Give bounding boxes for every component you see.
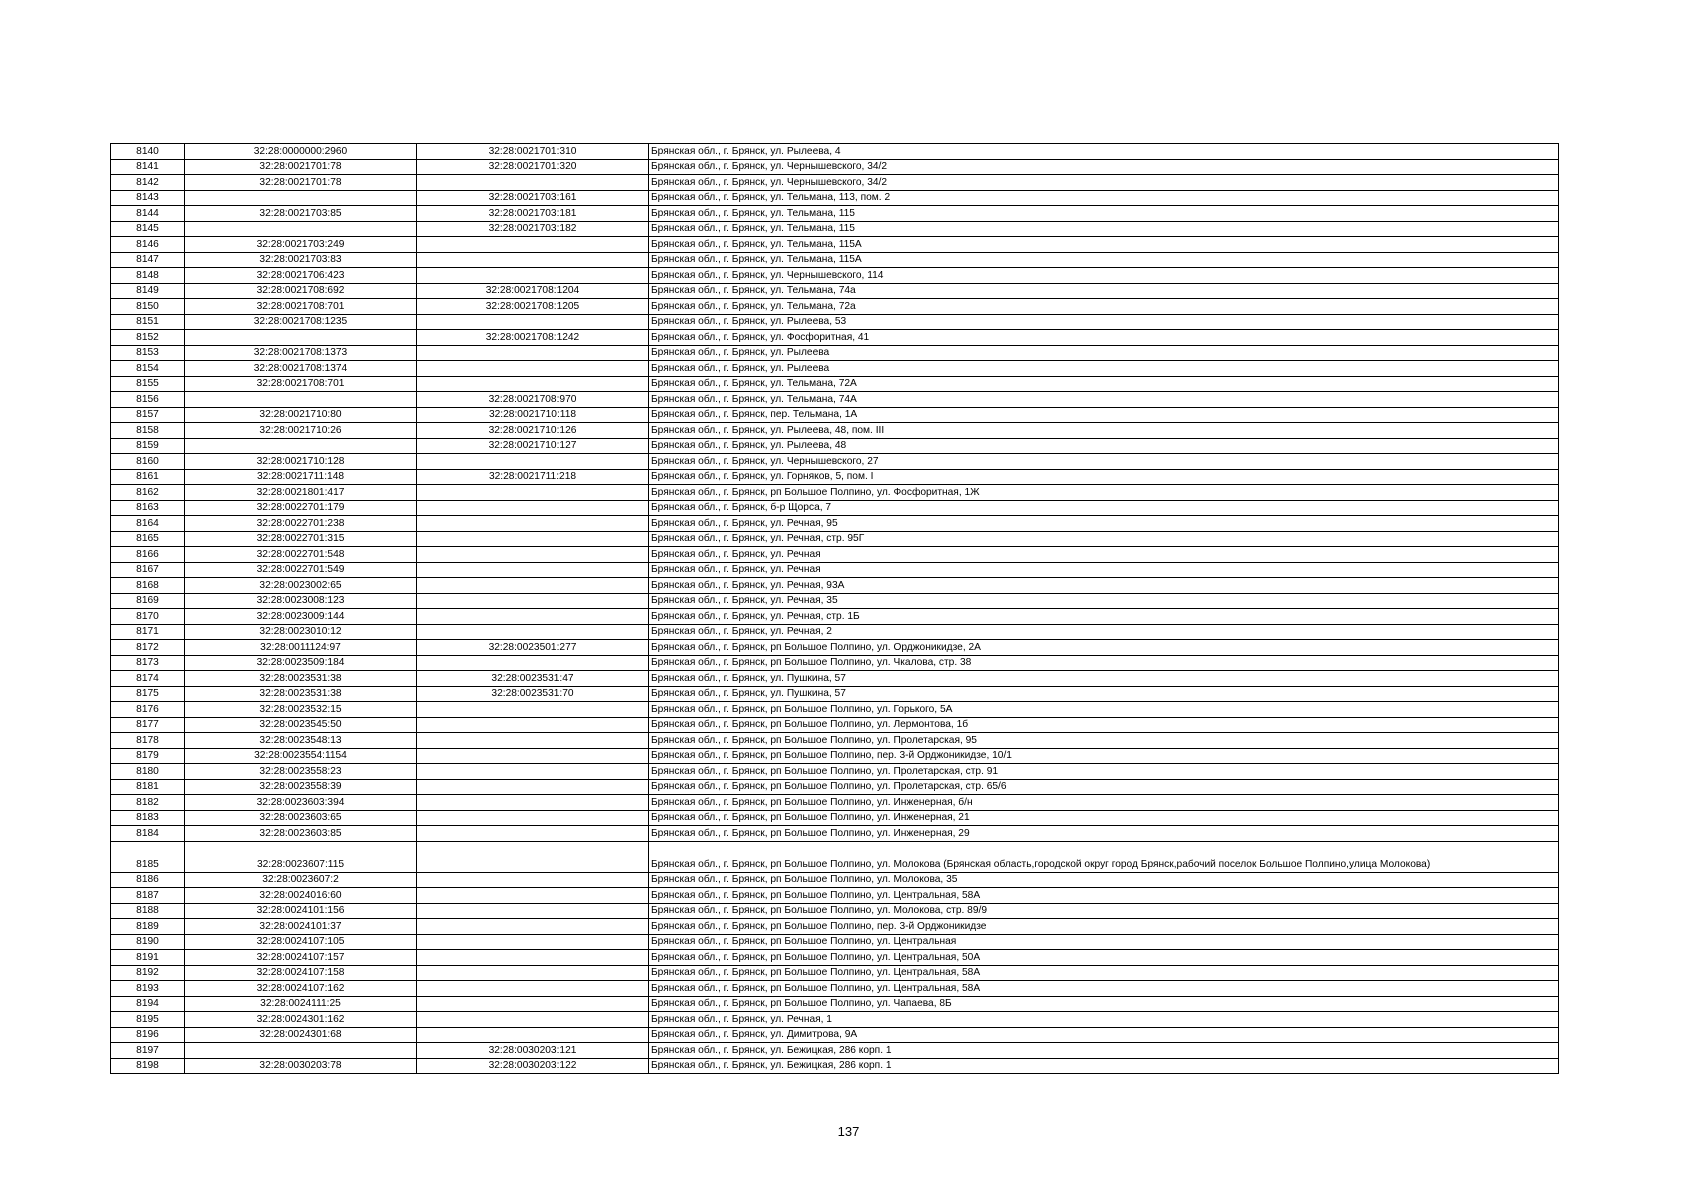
cadastral-number-cell: [185, 1043, 417, 1059]
row-number-cell: 8198: [111, 1058, 185, 1074]
address-cell: Брянская обл., г. Брянск, ул. Рылеева: [649, 361, 1559, 377]
related-cadastral-number-cell: 32:28:0023501:277: [417, 640, 649, 656]
related-cadastral-number-cell: 32:28:0021710:118: [417, 407, 649, 423]
page-number: 137: [837, 1124, 860, 1139]
related-cadastral-number-cell: 32:28:0021701:320: [417, 159, 649, 175]
table-row: [111, 903, 1559, 919]
table-row: [111, 407, 1559, 423]
table-row: [111, 764, 1559, 780]
related-cadastral-number-cell: [417, 748, 649, 764]
table-row: [111, 469, 1559, 485]
address-cell: Брянская обл., г. Брянск, рп Большое Полпино, ул. Лермонтова, 1б: [649, 717, 1559, 733]
table-row: [111, 392, 1559, 408]
related-cadastral-number-cell: [417, 733, 649, 749]
address-cell: Брянская обл., г. Брянск, ул. Тельмана, 72а: [649, 299, 1559, 315]
related-cadastral-number-cell: 32:28:0030203:121: [417, 1043, 649, 1059]
table-row: [111, 531, 1559, 547]
cadastral-number-cell: 32:28:0011124:97: [185, 640, 417, 656]
row-number-cell: 8164: [111, 516, 185, 532]
address-cell: Брянская обл., г. Брянск, ул. Чернышевского, 34/2: [649, 159, 1559, 175]
address-cell: Брянская обл., г. Брянск, рп Большое Полпино, пер. 3-й Орджоникидзе: [649, 919, 1559, 935]
related-cadastral-number-cell: [417, 361, 649, 377]
table-row: [111, 500, 1559, 516]
cadastral-number-cell: 32:28:0000000:2960: [185, 144, 417, 160]
row-number-cell: 8192: [111, 965, 185, 981]
address-cell: Брянская обл., г. Брянск, рп Большое Полпино, ул. Фосфоритная, 1Ж: [649, 485, 1559, 501]
table-row: [111, 965, 1559, 981]
cadastral-number-cell: 32:28:0022701:549: [185, 562, 417, 578]
cadastral-number-cell: 32:28:0021703:249: [185, 237, 417, 253]
related-cadastral-number-cell: [417, 872, 649, 888]
table-row: [111, 361, 1559, 377]
row-number-cell: 8174: [111, 671, 185, 687]
address-cell: Брянская обл., г. Брянск, ул. Тельмана, 115А: [649, 237, 1559, 253]
address-cell: Брянская обл., г. Брянск, рп Большое Полпино, ул. Пролетарская, 95: [649, 733, 1559, 749]
row-number-cell: 8155: [111, 376, 185, 392]
related-cadastral-number-cell: [417, 175, 649, 191]
cadastral-number-cell: 32:28:0024107:162: [185, 981, 417, 997]
address-cell: Брянская обл., г. Брянск, рп Большое Полпино, ул. Центральная, 58А: [649, 888, 1559, 904]
address-cell: Брянская обл., г. Брянск, ул. Рылеева, 48, пом. III: [649, 423, 1559, 439]
cadastral-number-cell: 32:28:0023558:39: [185, 779, 417, 795]
address-cell: Брянская обл., г. Брянск, ул. Речная, 1: [649, 1012, 1559, 1028]
row-number-cell: 8154: [111, 361, 185, 377]
cadastral-number-cell: 32:28:0023558:23: [185, 764, 417, 780]
related-cadastral-number-cell: [417, 996, 649, 1012]
table-row: [111, 748, 1559, 764]
cadastral-number-cell: 32:28:0021701:78: [185, 175, 417, 191]
row-number-cell: 8197: [111, 1043, 185, 1059]
table-row: [111, 671, 1559, 687]
address-cell: Брянская обл., г. Брянск, ул. Речная, стр. 1Б: [649, 609, 1559, 625]
table-row: [111, 330, 1559, 346]
address-cell: Брянская обл., г. Брянск, ул. Тельмана, 74А: [649, 392, 1559, 408]
related-cadastral-number-cell: [417, 702, 649, 718]
row-number-cell: 8194: [111, 996, 185, 1012]
cadastral-number-cell: 32:28:0021710:26: [185, 423, 417, 439]
address-cell: Брянская обл., г. Брянск, ул. Тельмана, 72А: [649, 376, 1559, 392]
table-row: [111, 733, 1559, 749]
related-cadastral-number-cell: [417, 531, 649, 547]
cadastral-number-cell: 32:28:0021710:80: [185, 407, 417, 423]
row-number-cell: 8163: [111, 500, 185, 516]
related-cadastral-number-cell: [417, 237, 649, 253]
address-cell: Брянская обл., г. Брянск, рп Большое Полпино, ул. Инженерная, 21: [649, 810, 1559, 826]
cadastral-number-cell: 32:28:0021710:128: [185, 454, 417, 470]
row-number-cell: 8177: [111, 717, 185, 733]
related-cadastral-number-cell: 32:28:0021708:970: [417, 392, 649, 408]
related-cadastral-number-cell: [417, 934, 649, 950]
row-number-cell: 8172: [111, 640, 185, 656]
cadastral-number-cell: 32:28:0021708:701: [185, 299, 417, 315]
table-row: [111, 268, 1559, 284]
cadastral-number-cell: 32:28:0023548:13: [185, 733, 417, 749]
row-number-cell: 8146: [111, 237, 185, 253]
address-cell: Брянская обл., г. Брянск, рп Большое Полпино, ул. Пролетарская, стр. 65/6: [649, 779, 1559, 795]
cadastral-number-cell: 32:28:0021801:417: [185, 485, 417, 501]
table-row: [111, 485, 1559, 501]
row-number-cell: 8168: [111, 578, 185, 594]
address-cell: Брянская обл., г. Брянск, рп Большое Полпино, ул. Молокова, стр. 89/9: [649, 903, 1559, 919]
address-cell: Брянская обл., г. Брянск, ул. Речная, 2: [649, 624, 1559, 640]
related-cadastral-number-cell: 32:28:0021710:127: [417, 438, 649, 454]
table-row: [111, 795, 1559, 811]
row-number-cell: 8191: [111, 950, 185, 966]
cadastral-number-cell: 32:28:0021703:83: [185, 252, 417, 268]
cadastral-number-cell: 32:28:0023531:38: [185, 686, 417, 702]
table-row: [111, 454, 1559, 470]
related-cadastral-number-cell: [417, 717, 649, 733]
row-number-cell: 8184: [111, 826, 185, 842]
row-number-cell: 8162: [111, 485, 185, 501]
related-cadastral-number-cell: [417, 826, 649, 842]
address-cell: Брянская обл., г. Брянск, ул. Тельмана, 115: [649, 221, 1559, 237]
table-row: [111, 237, 1559, 253]
table-row: [111, 919, 1559, 935]
related-cadastral-number-cell: [417, 841, 649, 872]
row-number-cell: 8153: [111, 345, 185, 361]
address-cell: Брянская обл., г. Брянск, ул. Речная, 93А: [649, 578, 1559, 594]
cadastral-number-cell: [185, 330, 417, 346]
table-row: [111, 299, 1559, 315]
address-cell: Брянская обл., г. Брянск, рп Большое Полпино, ул. Центральная, 50А: [649, 950, 1559, 966]
row-number-cell: 8156: [111, 392, 185, 408]
row-number-cell: 8148: [111, 268, 185, 284]
row-number-cell: 8196: [111, 1027, 185, 1043]
table-row: [111, 314, 1559, 330]
row-number-cell: 8175: [111, 686, 185, 702]
table-row: [111, 981, 1559, 997]
address-cell: Брянская обл., г. Брянск, ул. Рылеева, 48: [649, 438, 1559, 454]
related-cadastral-number-cell: [417, 1027, 649, 1043]
cadastral-number-cell: 32:28:0021701:78: [185, 159, 417, 175]
cadastral-number-cell: 32:28:0023603:85: [185, 826, 417, 842]
table-row: [111, 1058, 1559, 1074]
address-cell: Брянская обл., г. Брянск, ул. Рылеева, 53: [649, 314, 1559, 330]
row-number-cell: 8165: [111, 531, 185, 547]
cadastral-number-cell: 32:28:0021711:148: [185, 469, 417, 485]
related-cadastral-number-cell: [417, 795, 649, 811]
related-cadastral-number-cell: [417, 593, 649, 609]
row-number-cell: 8181: [111, 779, 185, 795]
table-row: [111, 1027, 1559, 1043]
cadastral-number-cell: 32:28:0024301:68: [185, 1027, 417, 1043]
row-number-cell: 8161: [111, 469, 185, 485]
related-cadastral-number-cell: [417, 919, 649, 935]
address-cell: Брянская обл., г. Брянск, рп Большое Полпино, ул. Инженерная, б/н: [649, 795, 1559, 811]
table-row: [111, 624, 1559, 640]
cadastral-number-cell: 32:28:0022701:548: [185, 547, 417, 563]
related-cadastral-number-cell: [417, 965, 649, 981]
address-cell: Брянская обл., г. Брянск, рп Большое Полпино, ул. Пролетарская, стр. 91: [649, 764, 1559, 780]
related-cadastral-number-cell: [417, 624, 649, 640]
cadastral-number-cell: 32:28:0021708:1235: [185, 314, 417, 330]
cadastral-number-cell: 32:28:0023607:2: [185, 872, 417, 888]
row-number-cell: 8188: [111, 903, 185, 919]
table-row: [111, 144, 1559, 160]
address-cell: Брянская обл., г. Брянск, ул. Тельмана, 115А: [649, 252, 1559, 268]
cadastral-number-cell: 32:28:0024107:157: [185, 950, 417, 966]
related-cadastral-number-cell: 32:28:0021711:218: [417, 469, 649, 485]
table-row: [111, 516, 1559, 532]
related-cadastral-number-cell: [417, 547, 649, 563]
cadastral-number-cell: 32:28:0024301:162: [185, 1012, 417, 1028]
related-cadastral-number-cell: 32:28:0021708:1242: [417, 330, 649, 346]
table-row: [111, 810, 1559, 826]
table-row: [111, 190, 1559, 206]
related-cadastral-number-cell: [417, 810, 649, 826]
cadastral-number-cell: 32:28:0022701:238: [185, 516, 417, 532]
related-cadastral-number-cell: [417, 268, 649, 284]
row-number-cell: 8151: [111, 314, 185, 330]
address-cell: Брянская обл., г. Брянск, ул. Рылеева, 4: [649, 144, 1559, 160]
related-cadastral-number-cell: [417, 779, 649, 795]
table-row: [111, 826, 1559, 842]
address-cell: Брянская обл., г. Брянск, ул. Димитрова, 9А: [649, 1027, 1559, 1043]
related-cadastral-number-cell: [417, 981, 649, 997]
related-cadastral-number-cell: [417, 314, 649, 330]
row-number-cell: 8159: [111, 438, 185, 454]
table-row: [111, 175, 1559, 191]
cadastral-number-cell: 32:28:0023009:144: [185, 609, 417, 625]
related-cadastral-number-cell: 32:28:0021708:1205: [417, 299, 649, 315]
cadastral-number-cell: 32:28:0023008:123: [185, 593, 417, 609]
table-row: [111, 609, 1559, 625]
cadastral-number-cell: 32:28:0023532:15: [185, 702, 417, 718]
address-cell: Брянская обл., г. Брянск, ул. Речная, стр. 95Г: [649, 531, 1559, 547]
address-cell: Брянская обл., г. Брянск, ул. Рылеева: [649, 345, 1559, 361]
row-number-cell: 8145: [111, 221, 185, 237]
row-number-cell: 8179: [111, 748, 185, 764]
address-cell: Брянская обл., г. Брянск, рп Большое Полпино, ул. Центральная: [649, 934, 1559, 950]
cadastral-number-cell: 32:28:0021708:1374: [185, 361, 417, 377]
row-number-cell: 8142: [111, 175, 185, 191]
table-row: [111, 547, 1559, 563]
related-cadastral-number-cell: [417, 655, 649, 671]
related-cadastral-number-cell: [417, 345, 649, 361]
row-number-cell: 8157: [111, 407, 185, 423]
related-cadastral-number-cell: 32:28:0021703:182: [417, 221, 649, 237]
row-number-cell: 8169: [111, 593, 185, 609]
row-number-cell: 8170: [111, 609, 185, 625]
address-cell: Брянская обл., г. Брянск, рп Большое Полпино, ул. Молокова (Брянская область,городской округ город Брянск,рабочий поселок Большое Полпино,улица Молокова): [649, 841, 1559, 872]
cadastral-number-cell: 32:28:0021708:1373: [185, 345, 417, 361]
table-row: [111, 655, 1559, 671]
cadastral-number-cell: 32:28:0021708:701: [185, 376, 417, 392]
related-cadastral-number-cell: 32:28:0023531:47: [417, 671, 649, 687]
address-cell: Брянская обл., г. Брянск, ул. Чернышевского, 34/2: [649, 175, 1559, 191]
address-cell: Брянская обл., г. Брянск, рп Большое Полпино, ул. Чапаева, 8Б: [649, 996, 1559, 1012]
row-number-cell: 8193: [111, 981, 185, 997]
table-row: [111, 640, 1559, 656]
address-cell: Брянская обл., г. Брянск, рп Большое Полпино, ул. Орджоникидзе, 2А: [649, 640, 1559, 656]
related-cadastral-number-cell: 32:28:0021710:126: [417, 423, 649, 439]
related-cadastral-number-cell: [417, 454, 649, 470]
related-cadastral-number-cell: [417, 516, 649, 532]
address-cell: Брянская обл., г. Брянск, рп Большое Полпино, пер. 3-й Орджоникидзе, 10/1: [649, 748, 1559, 764]
row-number-cell: 8195: [111, 1012, 185, 1028]
table-row: [111, 996, 1559, 1012]
cadastral-number-cell: 32:28:0021706:423: [185, 268, 417, 284]
row-number-cell: 8147: [111, 252, 185, 268]
table-row: [111, 717, 1559, 733]
row-number-cell: 8173: [111, 655, 185, 671]
cadastral-number-cell: 32:28:0030203:78: [185, 1058, 417, 1074]
related-cadastral-number-cell: 32:28:0023531:70: [417, 686, 649, 702]
row-number-cell: 8167: [111, 562, 185, 578]
cadastral-number-cell: 32:28:0024016:60: [185, 888, 417, 904]
cadastral-number-cell: 32:28:0021708:692: [185, 283, 417, 299]
related-cadastral-number-cell: 32:28:0021701:310: [417, 144, 649, 160]
address-cell: Брянская обл., г. Брянск, ул. Чернышевского, 27: [649, 454, 1559, 470]
row-number-cell: 8182: [111, 795, 185, 811]
address-cell: Брянская обл., г. Брянск, рп Большое Полпино, ул. Центральная, 58А: [649, 965, 1559, 981]
table-row: [111, 283, 1559, 299]
cadastral-number-cell: 32:28:0024111:25: [185, 996, 417, 1012]
table-row: [111, 438, 1559, 454]
cadastral-number-cell: [185, 190, 417, 206]
related-cadastral-number-cell: [417, 485, 649, 501]
cadastral-number-cell: 32:28:0023002:65: [185, 578, 417, 594]
cadastral-number-cell: 32:28:0023010:12: [185, 624, 417, 640]
address-cell: Брянская обл., г. Брянск, рп Большое Полпино, ул. Горького, 5А: [649, 702, 1559, 718]
cadastral-table: [110, 143, 1559, 1074]
address-cell: Брянская обл., г. Брянск, ул. Фосфоритная, 41: [649, 330, 1559, 346]
address-cell: Брянская обл., г. Брянск, ул. Пушкина, 57: [649, 671, 1559, 687]
row-number-cell: 8166: [111, 547, 185, 563]
cadastral-number-cell: 32:28:0024107:105: [185, 934, 417, 950]
row-number-cell: 8150: [111, 299, 185, 315]
table-row: [111, 578, 1559, 594]
address-cell: Брянская обл., г. Брянск, ул. Тельмана, 74а: [649, 283, 1559, 299]
cadastral-number-cell: 32:28:0024101:156: [185, 903, 417, 919]
row-number-cell: 8178: [111, 733, 185, 749]
related-cadastral-number-cell: [417, 764, 649, 780]
related-cadastral-number-cell: 32:28:0021703:161: [417, 190, 649, 206]
address-cell: Брянская обл., г. Брянск, ул. Тельмана, 113, пом. 2: [649, 190, 1559, 206]
cadastral-number-cell: 32:28:0023554:1154: [185, 748, 417, 764]
table-row: [111, 841, 1559, 872]
related-cadastral-number-cell: 32:28:0021703:181: [417, 206, 649, 222]
table-row: [111, 888, 1559, 904]
table-row: [111, 1012, 1559, 1028]
address-cell: Брянская обл., г. Брянск, ул. Чернышевского, 114: [649, 268, 1559, 284]
address-cell: Брянская обл., г. Брянск, ул. Бежицкая, 286 корп. 1: [649, 1043, 1559, 1059]
address-cell: Брянская обл., г. Брянск, ул. Речная, 35: [649, 593, 1559, 609]
row-number-cell: 8144: [111, 206, 185, 222]
cadastral-number-cell: 32:28:0021703:85: [185, 206, 417, 222]
address-cell: Брянская обл., г. Брянск, ул. Речная, 95: [649, 516, 1559, 532]
address-cell: Брянская обл., г. Брянск, ул. Пушкина, 57: [649, 686, 1559, 702]
address-cell: Брянская обл., г. Брянск, б-р Щорса, 7: [649, 500, 1559, 516]
related-cadastral-number-cell: [417, 1012, 649, 1028]
table-row: [111, 1043, 1559, 1059]
table-row: [111, 702, 1559, 718]
cadastral-number-cell: [185, 392, 417, 408]
related-cadastral-number-cell: [417, 252, 649, 268]
table-row: [111, 562, 1559, 578]
address-cell: Брянская обл., г. Брянск, пер. Тельмана, 1А: [649, 407, 1559, 423]
address-cell: Брянская обл., г. Брянск, ул. Горняков, 5, пом. I: [649, 469, 1559, 485]
address-cell: Брянская обл., г. Брянск, рп Большое Полпино, ул. Чкалова, стр. 38: [649, 655, 1559, 671]
row-number-cell: 8160: [111, 454, 185, 470]
table-row: [111, 159, 1559, 175]
address-cell: Брянская обл., г. Брянск, ул. Речная: [649, 547, 1559, 563]
row-number-cell: 8176: [111, 702, 185, 718]
address-cell: Брянская обл., г. Брянск, ул. Тельмана, 115: [649, 206, 1559, 222]
related-cadastral-number-cell: [417, 500, 649, 516]
table-row: [111, 934, 1559, 950]
cadastral-number-cell: 32:28:0023531:38: [185, 671, 417, 687]
row-number-cell: 8190: [111, 934, 185, 950]
cadastral-number-cell: 32:28:0023545:50: [185, 717, 417, 733]
row-number-cell: 8140: [111, 144, 185, 160]
related-cadastral-number-cell: 32:28:0021708:1204: [417, 283, 649, 299]
table-row: [111, 686, 1559, 702]
table-row: [111, 376, 1559, 392]
cadastral-number-cell: 32:28:0023603:65: [185, 810, 417, 826]
cadastral-number-cell: 32:28:0023509:184: [185, 655, 417, 671]
address-cell: Брянская обл., г. Брянск, ул. Бежицкая, 286 корп. 1: [649, 1058, 1559, 1074]
row-number-cell: 8152: [111, 330, 185, 346]
cadastral-number-cell: 32:28:0023603:394: [185, 795, 417, 811]
table-row: [111, 221, 1559, 237]
related-cadastral-number-cell: [417, 888, 649, 904]
row-number-cell: 8183: [111, 810, 185, 826]
address-cell: Брянская обл., г. Брянск, рп Большое Полпино, ул. Центральная, 58А: [649, 981, 1559, 997]
table-row: [111, 593, 1559, 609]
table-row: [111, 206, 1559, 222]
row-number-cell: 8171: [111, 624, 185, 640]
cadastral-number-cell: [185, 438, 417, 454]
related-cadastral-number-cell: [417, 376, 649, 392]
related-cadastral-number-cell: 32:28:0030203:122: [417, 1058, 649, 1074]
related-cadastral-number-cell: [417, 578, 649, 594]
address-cell: Брянская обл., г. Брянск, рп Большое Полпино, ул. Молокова, 35: [649, 872, 1559, 888]
related-cadastral-number-cell: [417, 609, 649, 625]
related-cadastral-number-cell: [417, 562, 649, 578]
cadastral-number-cell: 32:28:0022701:315: [185, 531, 417, 547]
table-row: [111, 872, 1559, 888]
row-number-cell: 8143: [111, 190, 185, 206]
cadastral-number-cell: 32:28:0024107:158: [185, 965, 417, 981]
address-cell: Брянская обл., г. Брянск, рп Большое Полпино, ул. Инженерная, 29: [649, 826, 1559, 842]
related-cadastral-number-cell: [417, 950, 649, 966]
table-row: [111, 345, 1559, 361]
cadastral-number-cell: [185, 221, 417, 237]
row-number-cell: 8180: [111, 764, 185, 780]
cadastral-number-cell: 32:28:0024101:37: [185, 919, 417, 935]
row-number-cell: 8189: [111, 919, 185, 935]
row-number-cell: 8185: [111, 841, 185, 872]
table-row: [111, 423, 1559, 439]
table-row: [111, 252, 1559, 268]
table-row: [111, 950, 1559, 966]
cadastral-table-body: [111, 144, 1559, 1074]
related-cadastral-number-cell: [417, 903, 649, 919]
address-cell: Брянская обл., г. Брянск, ул. Речная: [649, 562, 1559, 578]
table-row: [111, 779, 1559, 795]
row-number-cell: 8149: [111, 283, 185, 299]
row-number-cell: 8158: [111, 423, 185, 439]
row-number-cell: 8187: [111, 888, 185, 904]
cadastral-number-cell: 32:28:0023607:115: [185, 841, 417, 872]
row-number-cell: 8141: [111, 159, 185, 175]
row-number-cell: 8186: [111, 872, 185, 888]
cadastral-number-cell: 32:28:0022701:179: [185, 500, 417, 516]
